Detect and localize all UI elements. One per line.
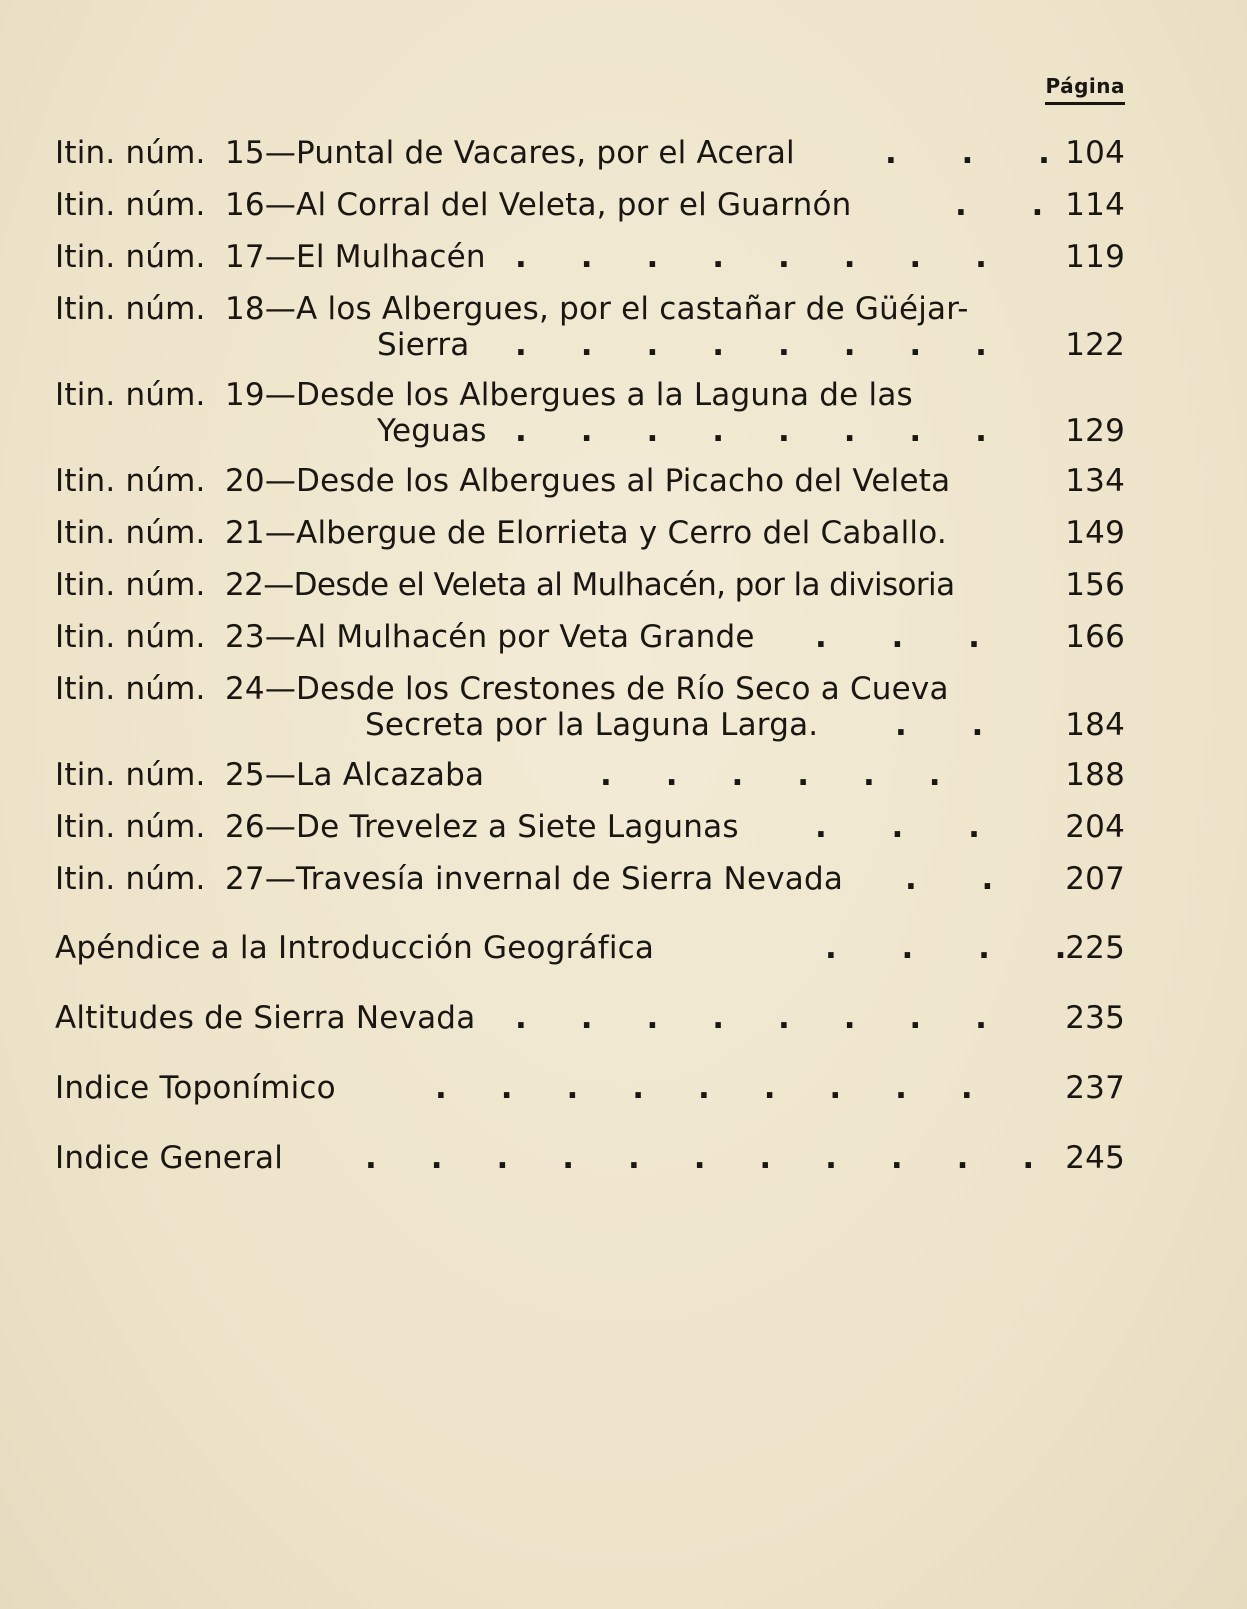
toc-entry [55, 239, 1125, 275]
leader-dots: . . [895, 707, 984, 743]
entry-prefix: Itin. núm. [55, 515, 206, 551]
entry-page: 119 [1065, 239, 1125, 275]
toc-entry [55, 757, 1125, 793]
entry-prefix: Itin. núm. [55, 135, 206, 171]
entry-prefix: Itin. núm. [55, 463, 206, 499]
leader-dots: . . [955, 187, 1044, 223]
general-index-page: 245 [1065, 1140, 1125, 1176]
entry-title: 17—El Mulhacén [225, 239, 486, 275]
toc-entry [55, 619, 1125, 655]
leader-dots: . . . [885, 135, 1050, 171]
entry-title: 25—La Alcazaba [225, 757, 485, 793]
toc-entry [55, 671, 1125, 743]
general-index-title: Indice General [55, 1140, 284, 1176]
leader-dots: . . . [815, 809, 980, 845]
entry-prefix: Itin. núm. [55, 239, 206, 275]
toponymic-index-title: Indice Toponímico [55, 1070, 336, 1106]
entry-prefix: Itin. núm. [55, 809, 206, 845]
leader-dots: . . . . [825, 930, 1067, 966]
entry-page: 129 [1065, 413, 1125, 449]
toc-toponymic-index-entry [55, 1070, 1125, 1106]
entry-title: 21—Albergue de Elorrieta y Cerro del Caballo. [225, 515, 947, 551]
entry-page: 204 [1065, 809, 1125, 845]
entry-title-continuation: Yeguas [377, 413, 487, 449]
leader-dots: . . . . . . [600, 757, 941, 793]
entry-title-continuation: Sierra [377, 327, 470, 363]
altitudes-title: Altitudes de Sierra Nevada [55, 1000, 476, 1036]
leader-dots: . . . . . . . . . [435, 1070, 973, 1106]
entry-page: 122 [1065, 327, 1125, 363]
entry-title: 20—Desde los Albergues al Picacho del Veleta [225, 463, 951, 499]
entry-prefix: Itin. núm. [55, 671, 206, 707]
toc-entry [55, 135, 1125, 171]
entry-title: 15—Puntal de Vacares, por el Aceral [225, 135, 795, 171]
altitudes-page: 235 [1065, 1000, 1125, 1036]
toc-entry [55, 861, 1125, 897]
entry-page: 104 [1065, 135, 1125, 171]
leader-dots: . . [905, 861, 994, 897]
appendix-title: Apéndice a la Introducción Geográfica [55, 930, 655, 966]
leader-dots: . . . . . . . . [515, 239, 987, 275]
entry-title: 18—A los Albergues, por el castañar de Güéjar- [225, 291, 969, 327]
entry-title: 22—Desde el Veleta al Mulhacén, por la divisoria [225, 567, 955, 603]
toc-entry [55, 377, 1125, 449]
entry-page: 149 [1065, 515, 1125, 551]
entry-page: 207 [1065, 861, 1125, 897]
entry-title-continuation: Secreta por la Laguna Larga. [365, 707, 819, 743]
leader-dots: . . . . . . . . [515, 1000, 987, 1036]
toc-general-index-entry [55, 1140, 1125, 1176]
entry-prefix: Itin. núm. [55, 757, 206, 793]
entry-title: 19—Desde los Albergues a la Laguna de las [225, 377, 913, 413]
entry-page: 114 [1065, 187, 1125, 223]
toc-entry [55, 187, 1125, 223]
toponymic-index-page: 237 [1065, 1070, 1125, 1106]
toc-entry [55, 567, 1125, 603]
toc-entry [55, 463, 1125, 499]
entry-prefix: Itin. núm. [55, 619, 206, 655]
page-column-header: Página [1045, 74, 1125, 105]
toc-entry [55, 809, 1125, 845]
entry-page: 134 [1065, 463, 1125, 499]
toc-appendix-entry [55, 930, 1125, 966]
entry-page: 188 [1065, 757, 1125, 793]
entry-page: 166 [1065, 619, 1125, 655]
leader-dots: . . . . . . . . . . . [365, 1140, 1035, 1176]
entry-title: 27—Travesía invernal de Sierra Nevada [225, 861, 844, 897]
entry-title: 26—De Trevelez a Siete Lagunas [225, 809, 739, 845]
entry-page: 156 [1065, 567, 1125, 603]
entry-prefix: Itin. núm. [55, 187, 206, 223]
entry-title: 23—Al Mulhacén por Veta Grande [225, 619, 755, 655]
entry-title: 16—Al Corral del Veleta, por el Guarnón [225, 187, 852, 223]
entry-page: 184 [1065, 707, 1125, 743]
toc-altitudes-entry [55, 1000, 1125, 1036]
appendix-page: 225 [1065, 930, 1125, 966]
leader-dots: . . . [815, 619, 980, 655]
toc-entry [55, 291, 1125, 363]
leader-dots: . . . . . . . . [515, 327, 987, 363]
entry-prefix: Itin. núm. [55, 291, 206, 327]
entry-prefix: Itin. núm. [55, 377, 206, 413]
entry-prefix: Itin. núm. [55, 861, 206, 897]
leader-dots: . . . . . . . . [515, 413, 987, 449]
entry-title: 24—Desde los Crestones de Río Seco a Cueva [225, 671, 949, 707]
entry-prefix: Itin. núm. [55, 567, 206, 603]
toc-entry [55, 515, 1125, 551]
